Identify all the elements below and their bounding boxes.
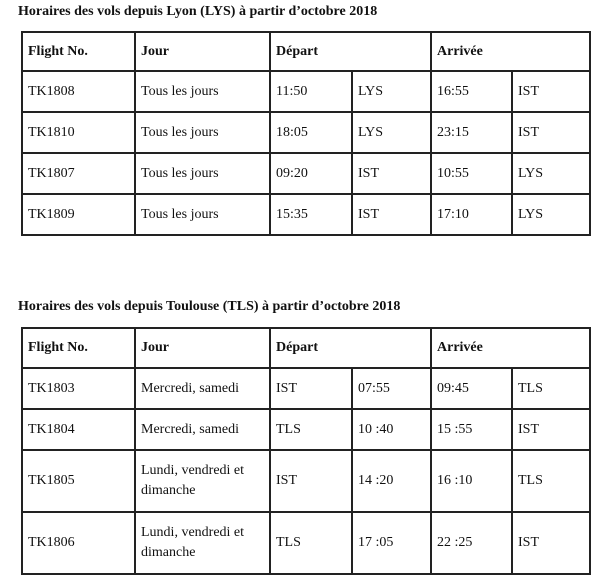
flight-cell: TK1806 [22, 512, 135, 574]
header-arrivee: Arrivée [431, 32, 590, 71]
table-header-row [22, 328, 590, 368]
header-depart: Départ [270, 32, 431, 71]
flight-cell: TK1809 [22, 194, 135, 235]
depart-time-cell: 10 :40 [352, 409, 431, 450]
depart-time-cell: 17 :05 [352, 512, 431, 574]
jour-cell: Lundi, vendredi et dimanche [135, 512, 270, 574]
arrivee-airport-cell: LYS [512, 153, 590, 194]
jour-cell: Tous les jours [135, 153, 270, 194]
lyon-schedule-table [21, 31, 591, 236]
arrivee-time-cell: 23:15 [431, 112, 512, 153]
jour-cell: Tous les jours [135, 194, 270, 235]
table-row [22, 153, 590, 194]
table-row [22, 409, 590, 450]
jour-cell: Tous les jours [135, 71, 270, 112]
arrivee-time-cell: 16 :10 [431, 450, 512, 512]
depart-airport-cell: TLS [270, 409, 352, 450]
header-flight-no: Flight No. [22, 32, 135, 71]
toulouse-schedule-table [21, 327, 591, 575]
jour-cell: Tous les jours [135, 112, 270, 153]
depart-time-cell: 07:55 [352, 368, 431, 409]
arrivee-airport-cell: IST [512, 409, 590, 450]
toulouse-schedule-title: Horaires des vols depuis Toulouse (TLS) à partir d’octobre 2018 [18, 299, 401, 314]
depart-airport-cell: IST [352, 194, 431, 235]
jour-cell: Lundi, vendredi et dimanche [135, 450, 270, 512]
table-row [22, 512, 590, 574]
arrivee-time-cell: 17:10 [431, 194, 512, 235]
arrivee-airport-cell: IST [512, 71, 590, 112]
depart-airport-cell: LYS [352, 112, 431, 153]
header-depart: Départ [270, 328, 431, 368]
arrivee-time-cell: 16:55 [431, 71, 512, 112]
header-flight-no: Flight No. [22, 328, 135, 368]
arrivee-airport-cell: TLS [512, 368, 590, 409]
flight-cell: TK1807 [22, 153, 135, 194]
lyon-schedule-title: Horaires des vols depuis Lyon (LYS) à partir d’octobre 2018 [18, 4, 378, 19]
depart-time-cell: 14 :20 [352, 450, 431, 512]
header-jour: Jour [135, 328, 270, 368]
arrivee-time-cell: 22 :25 [431, 512, 512, 574]
arrivee-time-cell: 10:55 [431, 153, 512, 194]
depart-time-cell: 09:20 [270, 153, 352, 194]
flight-cell: TK1808 [22, 71, 135, 112]
arrivee-airport-cell: LYS [512, 194, 590, 235]
flight-cell: TK1805 [22, 450, 135, 512]
depart-airport-cell: IST [352, 153, 431, 194]
depart-airport-cell: IST [270, 368, 352, 409]
depart-airport-cell: LYS [352, 71, 431, 112]
table-row [22, 71, 590, 112]
depart-airport-cell: IST [270, 450, 352, 512]
arrivee-airport-cell: TLS [512, 450, 590, 512]
header-jour: Jour [135, 32, 270, 71]
arrivee-time-cell: 15 :55 [431, 409, 512, 450]
header-arrivee: Arrivée [431, 328, 590, 368]
table-row [22, 112, 590, 153]
flight-cell: TK1803 [22, 368, 135, 409]
depart-time-cell: 15:35 [270, 194, 352, 235]
depart-time-cell: 11:50 [270, 71, 352, 112]
depart-time-cell: 18:05 [270, 112, 352, 153]
table-header-row [22, 32, 590, 71]
arrivee-airport-cell: IST [512, 512, 590, 574]
flight-cell: TK1804 [22, 409, 135, 450]
arrivee-time-cell: 09:45 [431, 368, 512, 409]
arrivee-airport-cell: IST [512, 112, 590, 153]
depart-airport-cell: TLS [270, 512, 352, 574]
table-row [22, 194, 590, 235]
flight-cell: TK1810 [22, 112, 135, 153]
jour-cell: Mercredi, samedi [135, 409, 270, 450]
table-row [22, 450, 590, 512]
jour-cell: Mercredi, samedi [135, 368, 270, 409]
table-row [22, 368, 590, 409]
